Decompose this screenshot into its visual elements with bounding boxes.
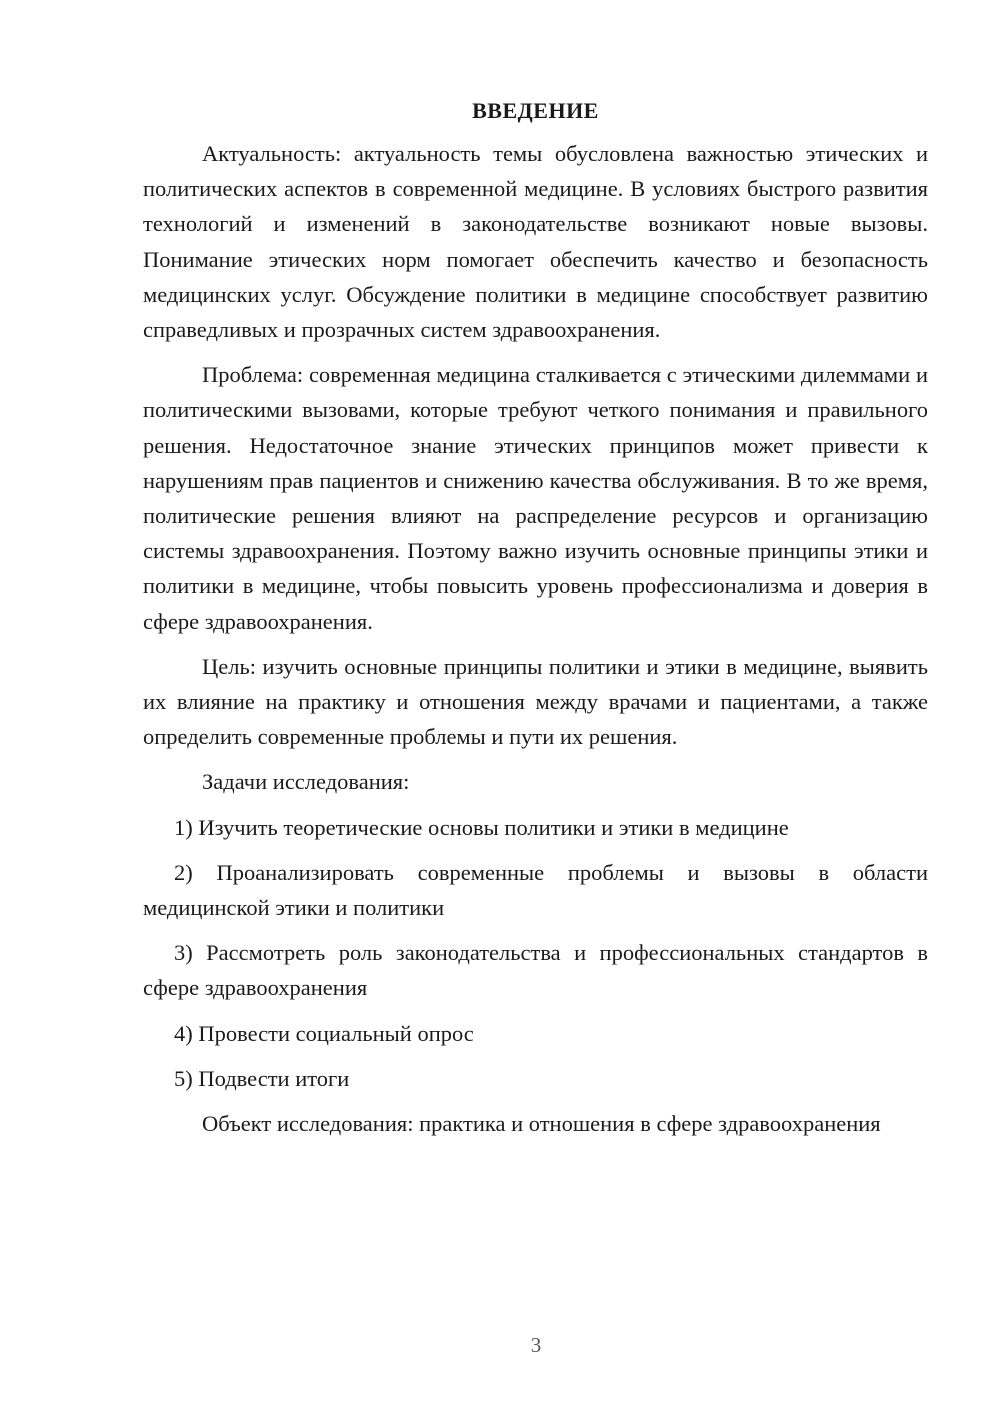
goal-paragraph: Цель: изучить основные принципы политики и этики в медицине, выявить их влияние на практику и отношения между врачами и пациентами, а также определить современные проблемы и пути их решения.: [143, 653, 928, 750]
object-paragraph: Объект исследования: практика и отношения в сфере здравоохранения: [202, 1111, 881, 1137]
task-item-4: 4) Провести социальный опрос: [174, 1020, 474, 1046]
page-content: [143, 96, 928, 1151]
task-item-5: 5) Подвести итоги: [174, 1065, 350, 1091]
page-number: 3: [530, 1333, 542, 1357]
task-item-2: 2) Проанализировать современные проблемы и вызовы в области медицинской этики и политики: [143, 859, 928, 921]
task-item-1: 1) Изучить теоретические основы политики и этики в медицине: [174, 814, 789, 840]
relevance-paragraph: Актуальность: актуальность темы обусловлена важностью этических и политических аспектов в современной медицине. В условиях быстрого развития технологий и изменений в законодательстве возникают новые вызовы. Понимание этических норм помогает обеспечить качество и безопасность медицинских услуг. Обсуждение политики в медицине способствует развитию справедливых и прозрачных систем здравоохранения.: [143, 141, 928, 343]
problem-paragraph: Проблема: современная медицина сталкивается с этическими дилеммами и политическими вызовами, которые требуют четкого понимания и правильного решения. Недостаточное знание этических принципов может привести к нарушениям прав пациентов и снижению качества обслуживания. В то же время, политические решения влияют на распределение ресурсов и организацию системы здравоохранения. Поэтому важно изучить основные принципы этики и политики в медицине, чтобы повысить уровень профессионализма и доверия в сфере здравоохранения.: [143, 362, 928, 634]
section-heading: ВВЕДЕНИЕ: [472, 98, 599, 123]
task-item-3: 3) Рассмотреть роль законодательства и профессиональных стандартов в сфере здравоохранения: [143, 940, 928, 1001]
tasks-title: Задачи исследования:: [202, 769, 410, 795]
